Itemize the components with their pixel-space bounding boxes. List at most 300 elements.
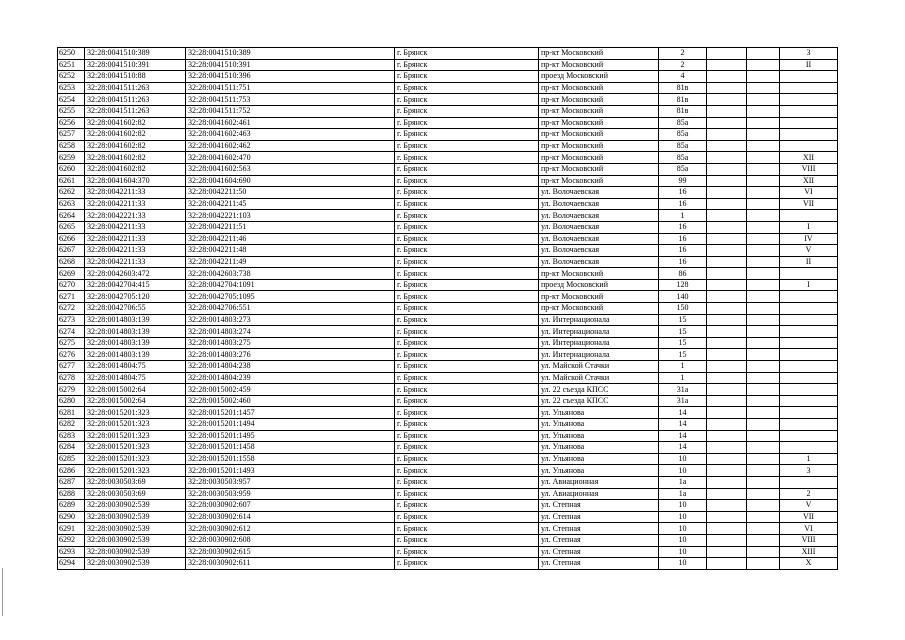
parcel-cadastral-number-cell: 32:28:0041510:389 xyxy=(85,48,186,60)
city-cell: г. Брянск xyxy=(395,140,539,152)
row-number-cell: 6258 xyxy=(58,140,85,152)
empty-cell xyxy=(747,233,780,245)
empty-cell xyxy=(747,523,780,535)
parcel-cadastral-number-cell: 32:28:0042221:33 xyxy=(85,210,186,222)
city-cell: г. Брянск xyxy=(395,48,539,60)
empty-cell xyxy=(707,395,747,407)
empty-cell xyxy=(707,558,747,570)
city-cell: г. Брянск xyxy=(395,430,539,442)
empty-cell xyxy=(707,303,747,315)
empty-cell xyxy=(747,59,780,71)
house-number-cell: 16 xyxy=(659,198,707,210)
empty-cell xyxy=(707,71,747,83)
empty-cell xyxy=(747,129,780,141)
house-number-cell: 16 xyxy=(659,187,707,199)
table-row xyxy=(58,384,838,396)
street-cell: ул. Ульянова xyxy=(539,407,659,419)
parcel-cadastral-number-cell: 32:28:0042211:33 xyxy=(85,256,186,268)
object-cadastral-number-cell: 32:28:0014803:276 xyxy=(186,349,395,361)
row-number-cell: 6257 xyxy=(58,129,85,141)
premises-number-cell xyxy=(780,117,838,129)
premises-number-cell xyxy=(780,105,838,117)
parcel-cadastral-number-cell: 32:28:0042705:120 xyxy=(85,291,186,303)
table-row xyxy=(58,326,838,338)
house-number-cell: 140 xyxy=(659,291,707,303)
house-number-cell: 31а xyxy=(659,395,707,407)
row-number-cell: 6252 xyxy=(58,71,85,83)
empty-cell xyxy=(747,546,780,558)
parcel-cadastral-number-cell: 32:28:0042211:33 xyxy=(85,187,186,199)
empty-cell xyxy=(747,163,780,175)
empty-cell xyxy=(707,48,747,60)
street-cell: ул. Волочаевская xyxy=(539,245,659,257)
table-row xyxy=(58,511,838,523)
row-number-cell: 6259 xyxy=(58,152,85,164)
city-cell: г. Брянск xyxy=(395,500,539,512)
object-cadastral-number-cell: 32:28:0014804:239 xyxy=(186,372,395,384)
row-number-cell: 6291 xyxy=(58,523,85,535)
premises-number-cell: XII xyxy=(780,175,838,187)
street-cell: ул. Волочаевская xyxy=(539,233,659,245)
street-cell: ул. Интернационала xyxy=(539,337,659,349)
table-row xyxy=(58,361,838,373)
street-cell: ул. Волочаевская xyxy=(539,198,659,210)
row-number-cell: 6283 xyxy=(58,430,85,442)
table-row xyxy=(58,372,838,384)
premises-number-cell xyxy=(780,326,838,338)
object-cadastral-number-cell: 32:28:0041604:690 xyxy=(186,175,395,187)
object-cadastral-number-cell: 32:28:0042211:45 xyxy=(186,198,395,210)
premises-number-cell: VI xyxy=(780,187,838,199)
object-cadastral-number-cell: 32:28:0041511:753 xyxy=(186,94,395,106)
street-cell: ул. 22 съезда КПСС xyxy=(539,395,659,407)
parcel-cadastral-number-cell: 32:28:0015201:323 xyxy=(85,453,186,465)
row-number-cell: 6268 xyxy=(58,256,85,268)
house-number-cell: 10 xyxy=(659,558,707,570)
object-cadastral-number-cell: 32:28:0042211:48 xyxy=(186,245,395,257)
empty-cell xyxy=(707,500,747,512)
city-cell: г. Брянск xyxy=(395,384,539,396)
city-cell: г. Брянск xyxy=(395,82,539,94)
object-cadastral-number-cell: 32:28:0041510:391 xyxy=(186,59,395,71)
empty-cell xyxy=(707,187,747,199)
empty-cell xyxy=(747,303,780,315)
city-cell: г. Брянск xyxy=(395,279,539,291)
street-cell: ул. Степная xyxy=(539,534,659,546)
city-cell: г. Брянск xyxy=(395,407,539,419)
premises-number-cell xyxy=(780,140,838,152)
parcel-cadastral-number-cell: 32:28:0030503:69 xyxy=(85,476,186,488)
house-number-cell: 1 xyxy=(659,210,707,222)
empty-cell xyxy=(707,140,747,152)
premises-number-cell xyxy=(780,361,838,373)
city-cell: г. Брянск xyxy=(395,361,539,373)
house-number-cell: 15 xyxy=(659,349,707,361)
table-row xyxy=(58,337,838,349)
empty-cell xyxy=(707,476,747,488)
street-cell: пр-кт Московский xyxy=(539,105,659,117)
house-number-cell: 4 xyxy=(659,71,707,83)
empty-cell xyxy=(707,198,747,210)
city-cell: г. Брянск xyxy=(395,419,539,431)
row-number-cell: 6255 xyxy=(58,105,85,117)
empty-cell xyxy=(707,442,747,454)
parcel-cadastral-number-cell: 32:28:0030902:539 xyxy=(85,546,186,558)
parcel-cadastral-number-cell: 32:28:0042706:55 xyxy=(85,303,186,315)
premises-number-cell: XIII xyxy=(780,546,838,558)
empty-cell xyxy=(747,291,780,303)
parcel-cadastral-number-cell: 32:28:0041602:82 xyxy=(85,129,186,141)
city-cell: г. Брянск xyxy=(395,511,539,523)
object-cadastral-number-cell: 32:28:0014803:275 xyxy=(186,337,395,349)
street-cell: ул. Ульянова xyxy=(539,419,659,431)
house-number-cell: 14 xyxy=(659,430,707,442)
empty-cell xyxy=(747,279,780,291)
city-cell: г. Брянск xyxy=(395,59,539,71)
row-number-cell: 6279 xyxy=(58,384,85,396)
city-cell: г. Брянск xyxy=(395,349,539,361)
parcel-cadastral-number-cell: 32:28:0041602:82 xyxy=(85,152,186,164)
object-cadastral-number-cell: 32:28:0015201:1457 xyxy=(186,407,395,419)
empty-cell xyxy=(747,140,780,152)
table-row xyxy=(58,117,838,129)
row-number-cell: 6250 xyxy=(58,48,85,60)
row-number-cell: 6265 xyxy=(58,221,85,233)
object-cadastral-number-cell: 32:28:0041602:461 xyxy=(186,117,395,129)
empty-cell xyxy=(707,129,747,141)
parcel-cadastral-number-cell: 32:28:0015002:64 xyxy=(85,395,186,407)
street-cell: ул. Авиационная xyxy=(539,476,659,488)
street-cell: пр-кт Московский xyxy=(539,140,659,152)
city-cell: г. Брянск xyxy=(395,117,539,129)
parcel-cadastral-number-cell: 32:28:0015201:323 xyxy=(85,442,186,454)
premises-number-cell: V xyxy=(780,500,838,512)
table-row xyxy=(58,314,838,326)
table-row xyxy=(58,546,838,558)
row-number-cell: 6253 xyxy=(58,82,85,94)
city-cell: г. Брянск xyxy=(395,465,539,477)
premises-number-cell xyxy=(780,395,838,407)
table-row xyxy=(58,442,838,454)
city-cell: г. Брянск xyxy=(395,291,539,303)
empty-cell xyxy=(707,314,747,326)
house-number-cell: 150 xyxy=(659,303,707,315)
city-cell: г. Брянск xyxy=(395,476,539,488)
city-cell: г. Брянск xyxy=(395,129,539,141)
city-cell: г. Брянск xyxy=(395,94,539,106)
row-number-cell: 6260 xyxy=(58,163,85,175)
row-number-cell: 6282 xyxy=(58,419,85,431)
row-number-cell: 6288 xyxy=(58,488,85,500)
empty-cell xyxy=(747,256,780,268)
object-cadastral-number-cell: 32:28:0014803:274 xyxy=(186,326,395,338)
street-cell: ул. Степная xyxy=(539,523,659,535)
city-cell: г. Брянск xyxy=(395,453,539,465)
object-cadastral-number-cell: 32:28:0015201:1558 xyxy=(186,453,395,465)
house-number-cell: 85а xyxy=(659,129,707,141)
house-number-cell: 2 xyxy=(659,59,707,71)
city-cell: г. Брянск xyxy=(395,268,539,280)
parcel-cadastral-number-cell: 32:28:0014804:75 xyxy=(85,372,186,384)
street-cell: проезд Московский xyxy=(539,71,659,83)
table-row xyxy=(58,558,838,570)
row-number-cell: 6271 xyxy=(58,291,85,303)
empty-cell xyxy=(747,395,780,407)
empty-cell xyxy=(747,372,780,384)
parcel-cadastral-number-cell: 32:28:0030902:539 xyxy=(85,534,186,546)
empty-cell xyxy=(707,430,747,442)
table-row xyxy=(58,233,838,245)
empty-cell xyxy=(747,117,780,129)
city-cell: г. Брянск xyxy=(395,326,539,338)
house-number-cell: 81в xyxy=(659,94,707,106)
table-row xyxy=(58,152,838,164)
street-cell: пр-кт Московский xyxy=(539,303,659,315)
empty-cell xyxy=(707,523,747,535)
row-number-cell: 6273 xyxy=(58,314,85,326)
house-number-cell: 85а xyxy=(659,163,707,175)
row-number-cell: 6277 xyxy=(58,361,85,373)
object-cadastral-number-cell: 32:28:0042706:551 xyxy=(186,303,395,315)
parcel-cadastral-number-cell: 32:28:0041510:88 xyxy=(85,71,186,83)
empty-cell xyxy=(707,233,747,245)
house-number-cell: 1 xyxy=(659,361,707,373)
house-number-cell: 10 xyxy=(659,511,707,523)
empty-cell xyxy=(747,245,780,257)
empty-cell xyxy=(747,337,780,349)
street-cell: ул. Интернационала xyxy=(539,326,659,338)
house-number-cell: 31а xyxy=(659,384,707,396)
table-row xyxy=(58,175,838,187)
street-cell: пр-кт Московский xyxy=(539,129,659,141)
row-number-cell: 6272 xyxy=(58,303,85,315)
street-cell: ул. Ульянова xyxy=(539,430,659,442)
house-number-cell: 10 xyxy=(659,453,707,465)
table-row xyxy=(58,488,838,500)
parcel-cadastral-number-cell: 32:28:0042211:33 xyxy=(85,221,186,233)
empty-cell xyxy=(707,221,747,233)
house-number-cell: 15 xyxy=(659,326,707,338)
street-cell: пр-кт Московский xyxy=(539,291,659,303)
empty-cell xyxy=(747,71,780,83)
city-cell: г. Брянск xyxy=(395,221,539,233)
empty-cell xyxy=(747,442,780,454)
object-cadastral-number-cell: 32:28:0041511:751 xyxy=(186,82,395,94)
empty-cell xyxy=(747,268,780,280)
premises-number-cell: I xyxy=(780,279,838,291)
city-cell: г. Брянск xyxy=(395,523,539,535)
street-cell: ул. Майской Стачки xyxy=(539,361,659,373)
object-cadastral-number-cell: 32:28:0030902:612 xyxy=(186,523,395,535)
empty-cell xyxy=(747,476,780,488)
premises-number-cell xyxy=(780,314,838,326)
city-cell: г. Брянск xyxy=(395,152,539,164)
empty-cell xyxy=(707,256,747,268)
street-cell: ул. Степная xyxy=(539,511,659,523)
empty-cell xyxy=(707,511,747,523)
street-cell: ул. Интернационала xyxy=(539,314,659,326)
parcel-cadastral-number-cell: 32:28:0014803:139 xyxy=(85,314,186,326)
empty-cell xyxy=(707,163,747,175)
table-row xyxy=(58,48,838,60)
row-number-cell: 6293 xyxy=(58,546,85,558)
city-cell: г. Брянск xyxy=(395,303,539,315)
house-number-cell: 1а xyxy=(659,488,707,500)
empty-cell xyxy=(707,407,747,419)
house-number-cell: 14 xyxy=(659,442,707,454)
street-cell: пр-кт Московский xyxy=(539,48,659,60)
table-row xyxy=(58,140,838,152)
row-number-cell: 6274 xyxy=(58,326,85,338)
row-number-cell: 6281 xyxy=(58,407,85,419)
table-row xyxy=(58,82,838,94)
house-number-cell: 14 xyxy=(659,407,707,419)
empty-cell xyxy=(747,453,780,465)
table-row xyxy=(58,476,838,488)
city-cell: г. Брянск xyxy=(395,558,539,570)
house-number-cell: 81в xyxy=(659,82,707,94)
city-cell: г. Брянск xyxy=(395,198,539,210)
street-cell: пр-кт Московский xyxy=(539,175,659,187)
street-cell: ул. Волочаевская xyxy=(539,256,659,268)
object-cadastral-number-cell: 32:28:0042704:1091 xyxy=(186,279,395,291)
object-cadastral-number-cell: 32:28:0030902:607 xyxy=(186,500,395,512)
document-page xyxy=(57,47,838,570)
parcel-cadastral-number-cell: 32:28:0042211:33 xyxy=(85,198,186,210)
empty-cell xyxy=(747,152,780,164)
object-cadastral-number-cell: 32:28:0041510:389 xyxy=(186,48,395,60)
parcel-cadastral-number-cell: 32:28:0041511:263 xyxy=(85,82,186,94)
premises-number-cell xyxy=(780,71,838,83)
city-cell: г. Брянск xyxy=(395,163,539,175)
street-cell: ул. Авиационная xyxy=(539,488,659,500)
parcel-cadastral-number-cell: 32:28:0041511:263 xyxy=(85,94,186,106)
parcel-cadastral-number-cell: 32:28:0014803:139 xyxy=(85,349,186,361)
row-number-cell: 6275 xyxy=(58,337,85,349)
row-number-cell: 6270 xyxy=(58,279,85,291)
city-cell: г. Брянск xyxy=(395,245,539,257)
parcel-cadastral-number-cell: 32:28:0014804:75 xyxy=(85,361,186,373)
table-row xyxy=(58,407,838,419)
street-cell: проезд Московский xyxy=(539,279,659,291)
street-cell: ул. 22 съезда КПСС xyxy=(539,384,659,396)
empty-cell xyxy=(707,210,747,222)
street-cell: ул. Степная xyxy=(539,500,659,512)
house-number-cell: 10 xyxy=(659,500,707,512)
empty-cell xyxy=(707,245,747,257)
parcel-cadastral-number-cell: 32:28:0014803:139 xyxy=(85,326,186,338)
object-cadastral-number-cell: 32:28:0042211:49 xyxy=(186,256,395,268)
empty-cell xyxy=(707,488,747,500)
house-number-cell: 16 xyxy=(659,221,707,233)
premises-number-cell xyxy=(780,442,838,454)
street-cell: пр-кт Московский xyxy=(539,82,659,94)
object-cadastral-number-cell: 32:28:0041602:470 xyxy=(186,152,395,164)
street-cell: пр-кт Московский xyxy=(539,117,659,129)
table-row xyxy=(58,129,838,141)
parcel-cadastral-number-cell: 32:28:0041510:391 xyxy=(85,59,186,71)
city-cell: г. Брянск xyxy=(395,314,539,326)
parcel-cadastral-number-cell: 32:28:0042211:33 xyxy=(85,245,186,257)
premises-number-cell xyxy=(780,82,838,94)
object-cadastral-number-cell: 32:28:0015002:460 xyxy=(186,395,395,407)
premises-number-cell: 3 xyxy=(780,465,838,477)
parcel-cadastral-number-cell: 32:28:0042603:472 xyxy=(85,268,186,280)
row-number-cell: 6278 xyxy=(58,372,85,384)
empty-cell xyxy=(707,105,747,117)
object-cadastral-number-cell: 32:28:0030902:608 xyxy=(186,534,395,546)
premises-number-cell xyxy=(780,349,838,361)
city-cell: г. Брянск xyxy=(395,337,539,349)
house-number-cell: 16 xyxy=(659,233,707,245)
empty-cell xyxy=(747,314,780,326)
house-number-cell: 85а xyxy=(659,152,707,164)
row-number-cell: 6285 xyxy=(58,453,85,465)
table-row xyxy=(58,163,838,175)
object-cadastral-number-cell: 32:28:0014803:273 xyxy=(186,314,395,326)
table-row xyxy=(58,71,838,83)
house-number-cell: 10 xyxy=(659,534,707,546)
object-cadastral-number-cell: 32:28:0041602:563 xyxy=(186,163,395,175)
premises-number-cell xyxy=(780,419,838,431)
city-cell: г. Брянск xyxy=(395,534,539,546)
row-number-cell: 6294 xyxy=(58,558,85,570)
parcel-cadastral-number-cell: 32:28:0030902:539 xyxy=(85,511,186,523)
house-number-cell: 15 xyxy=(659,314,707,326)
row-number-cell: 6286 xyxy=(58,465,85,477)
table-row xyxy=(58,349,838,361)
row-number-cell: 6264 xyxy=(58,210,85,222)
empty-cell xyxy=(747,198,780,210)
premises-number-cell: VI xyxy=(780,523,838,535)
street-cell: ул. Интернационала xyxy=(539,349,659,361)
object-cadastral-number-cell: 32:28:0015201:1494 xyxy=(186,419,395,431)
table-row xyxy=(58,395,838,407)
table-body xyxy=(58,48,838,570)
empty-cell xyxy=(747,430,780,442)
object-cadastral-number-cell: 32:28:0041511:752 xyxy=(186,105,395,117)
object-cadastral-number-cell: 32:28:0042211:50 xyxy=(186,187,395,199)
premises-number-cell: 3 xyxy=(780,48,838,60)
street-cell: ул. Майской Стачки xyxy=(539,372,659,384)
empty-cell xyxy=(747,82,780,94)
empty-cell xyxy=(707,546,747,558)
parcel-cadastral-number-cell: 32:28:0041511:263 xyxy=(85,105,186,117)
premises-number-cell: II xyxy=(780,256,838,268)
empty-cell xyxy=(747,187,780,199)
premises-number-cell: V xyxy=(780,245,838,257)
empty-cell xyxy=(707,268,747,280)
empty-cell xyxy=(707,326,747,338)
street-cell: пр-кт Московский xyxy=(539,94,659,106)
city-cell: г. Брянск xyxy=(395,546,539,558)
row-number-cell: 6256 xyxy=(58,117,85,129)
object-cadastral-number-cell: 32:28:0042211:46 xyxy=(186,233,395,245)
row-number-cell: 6267 xyxy=(58,245,85,257)
table-row xyxy=(58,430,838,442)
house-number-cell: 85а xyxy=(659,140,707,152)
empty-cell xyxy=(707,337,747,349)
city-cell: г. Брянск xyxy=(395,71,539,83)
row-number-cell: 6254 xyxy=(58,94,85,106)
empty-cell xyxy=(747,419,780,431)
premises-number-cell: XII xyxy=(780,152,838,164)
empty-cell xyxy=(707,94,747,106)
parcel-cadastral-number-cell: 32:28:0015201:323 xyxy=(85,407,186,419)
city-cell: г. Брянск xyxy=(395,175,539,187)
premises-number-cell xyxy=(780,268,838,280)
table-row xyxy=(58,245,838,257)
